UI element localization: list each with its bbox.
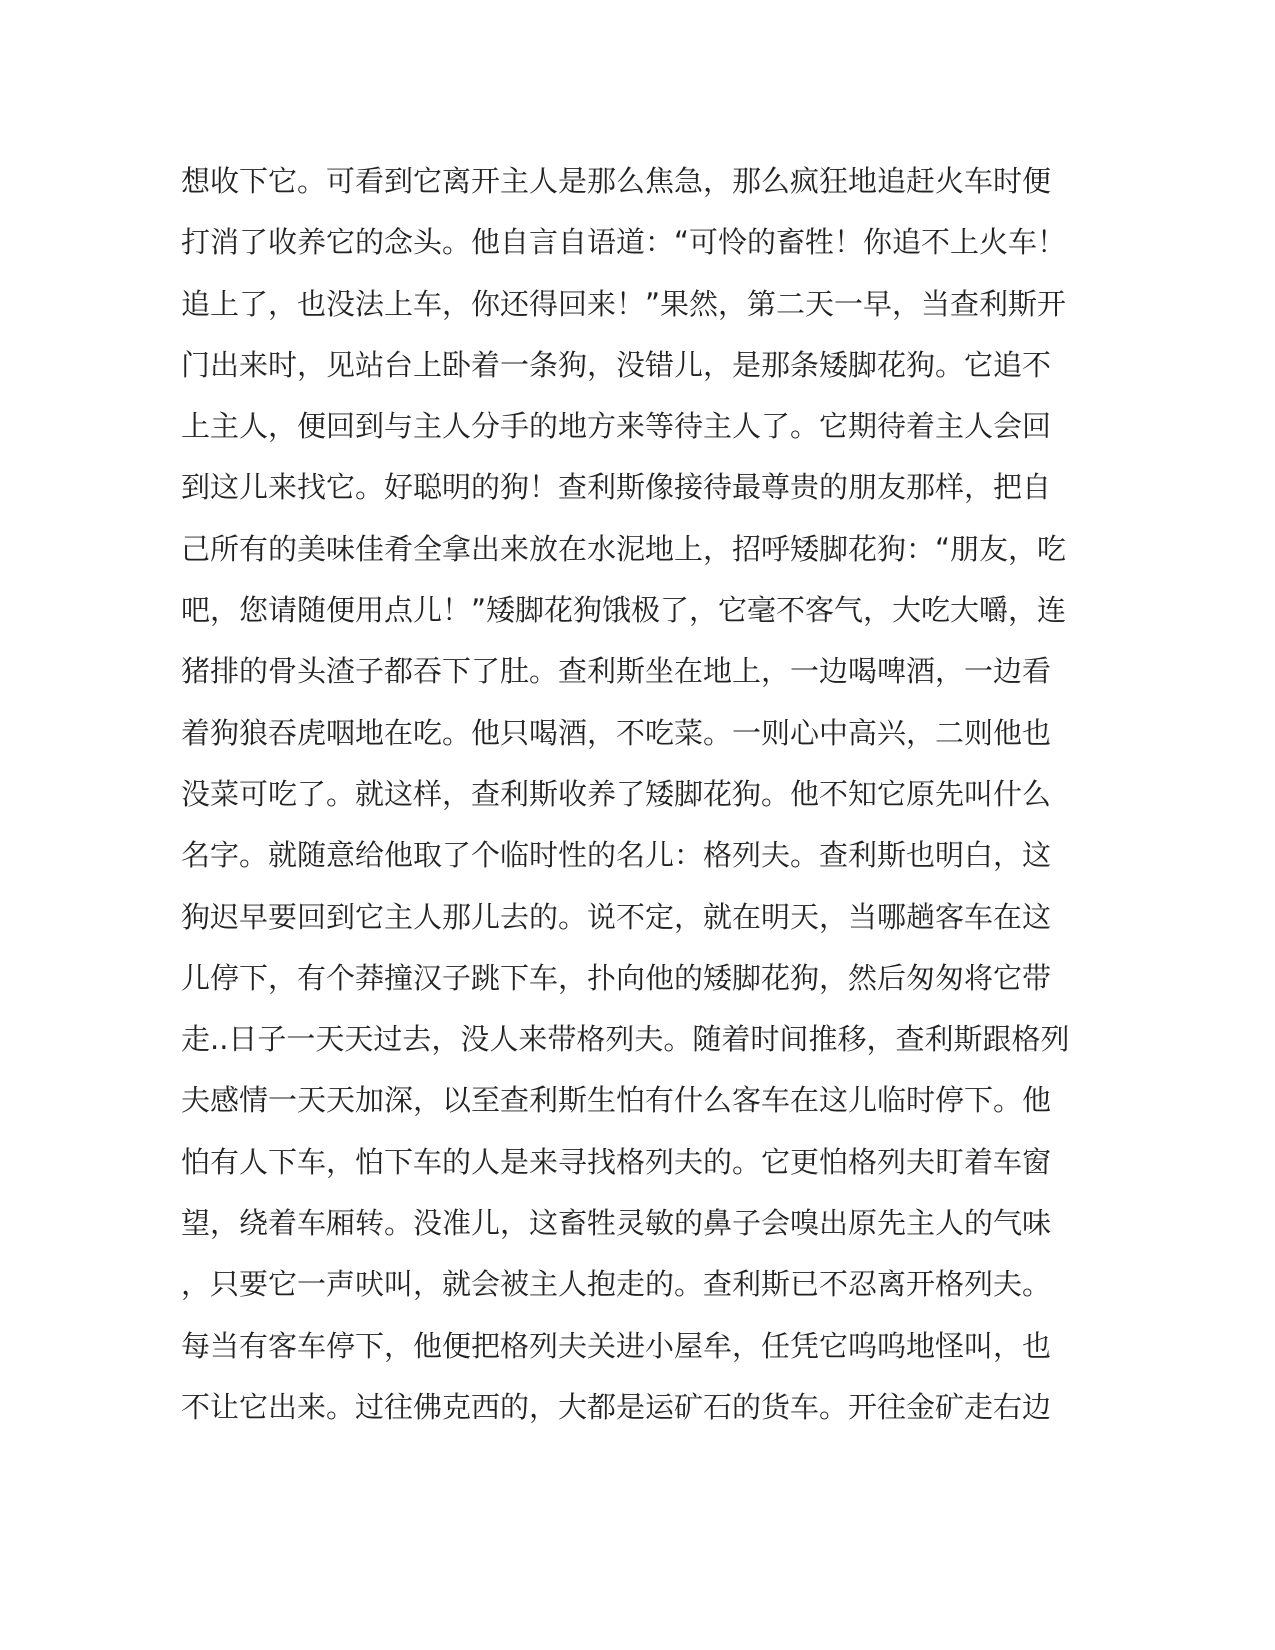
- text-line: 己所有的美味佳肴全拿出来放在水泥地上，招呼矮脚花狗：“朋友，吃: [181, 531, 1067, 566]
- text-line: 儿停下，有个莽撞汉子跳下车，扑向他的矮脚花狗，然后匆匆将它带: [181, 960, 1052, 995]
- text-line: 追上了，也没法上车，你还得回来！”果然，第二天一早，当查利斯开: [181, 286, 1067, 321]
- text-line: 猪排的骨头渣子都吞下了肚。查利斯坐在地上，一边喝啤酒，一边看: [181, 654, 1052, 689]
- text-line: 到这儿来找它。好聪明的狗！查利斯像接待最尊贵的朋友那样，把自: [181, 470, 1052, 505]
- text-line: 没菜可吃了。就这样，查利斯收养了矮脚花狗。他不知它原先叫什么: [181, 776, 1052, 811]
- text-line: 想收下它。可看到它离开主人是那么焦急，那么疯狂地追赶火车时便: [181, 164, 1052, 198]
- body-text: [181, 157, 1070, 1444]
- text-line: 走..日子一天天过去，没人来带格列夫。随着时间推移，查利斯跟格列: [181, 1022, 1070, 1057]
- text-line: 着狗狼吞虎咽地在吃。他只喝酒，不吃菜。一则心中高兴，二则他也: [181, 715, 1052, 750]
- text-line: 门出来时，见站台上卧着一条狗，没错儿，是那条矮脚花狗。它追不: [181, 347, 1052, 382]
- text-line: 上主人，便回到与主人分手的地方来等待主人了。它期待着主人会回: [181, 409, 1052, 444]
- text-line: 夫感情一天天加深，以至查利斯生怕有什么客车在这儿临时停下。他: [181, 1083, 1052, 1118]
- text-line: ，只要它一声吠叫，就会被主人抱走的。查利斯已不忍离开格列夫。: [181, 1267, 1052, 1302]
- text-line: 不让它出来。过往佛克西的，大都是运矿石的货车。开往金矿走右边: [181, 1389, 1052, 1424]
- text-line: 吧，您请随便用点儿！”矮脚花狗饿极了，它毫不客气，大吃大嚼，连: [181, 593, 1067, 628]
- text-line: 打消了收养它的念头。他自言自语道：“可怜的畜牲！你追不上火车！: [181, 225, 1067, 260]
- text-line: 每当有客车停下，他便把格列夫关进小屋牟，任凭它呜呜地怪叫，也: [181, 1328, 1052, 1363]
- text-line: 望，绕着车厢转。没准儿，这畜牲灵敏的鼻子会嗅出原先主人的气味: [181, 1206, 1052, 1241]
- text-line: 名字。就随意给他取了个临时性的名儿：格列夫。查利斯也明白，这: [181, 838, 1052, 873]
- text-line: 狗迟早要回到它主人那儿去的。说不定，就在明天，当哪趟客车在这: [181, 899, 1052, 934]
- text-line: 怕有人下车，怕下车的人是来寻找格列夫的。它更怕格列夫盯着车窗: [181, 1144, 1052, 1179]
